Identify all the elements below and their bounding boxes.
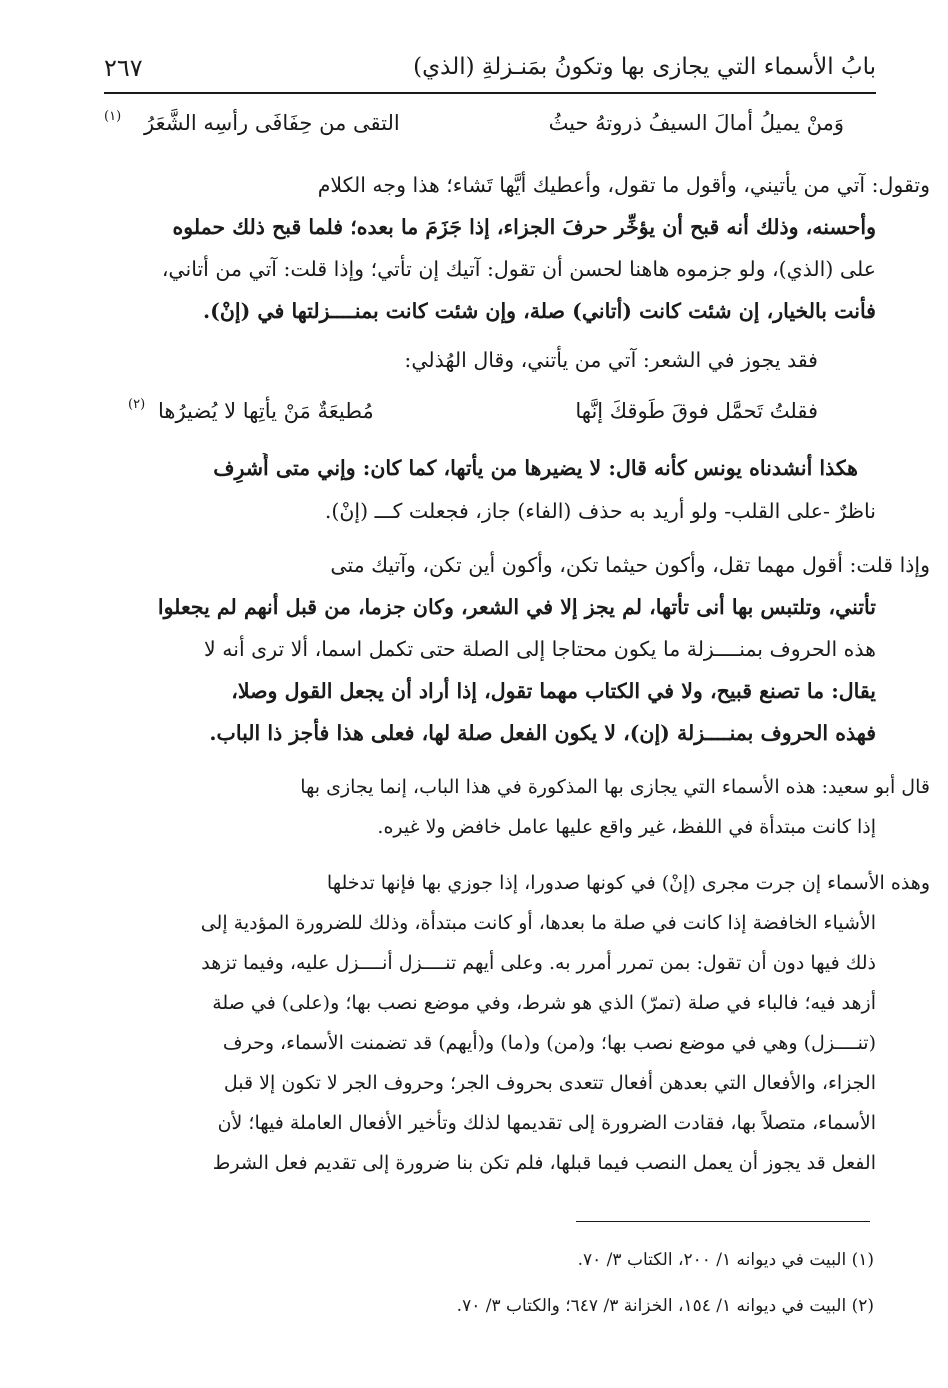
footnote-ref-2: (٢) [128, 397, 146, 412]
running-title: بابُ الأسماء التي يجازى بها وتكونُ بمَنـزلةِ (الذي) [413, 54, 876, 80]
para-1-line-4: فأنت بالخيار، إن شئت كانت (أتاني) صلة، وإن شئت كانت بمنــــزلتها في (إنْ). [203, 299, 876, 323]
para-6-line-3: ذلك فيها دون أن تقول: بمن تمرر أمرر به. وعلى أيهم تنــــزل أنــــزل عليه، وفيما تزهد [201, 952, 876, 974]
para-6-line-2: الأشياء الخافضة إذا كانت في صلة ما بعدها، أو كانت مبتدأة، وذلك للضرورة المؤدية إلى [200, 912, 876, 934]
footnote-1: (١) البيت في ديوانه ١/ ٢٠٠، الكتاب ٣/ ٧٠. [577, 1250, 874, 1270]
para-3-line-1: هكذا أنشدناه يونس كأنه قال: لا يضيرها من يأتها، كما كان: وإني متى أُشرِف [213, 456, 858, 480]
para-5-line-1: قال أبو سعيد: هذه الأسماء التي يجازى بها المذكورة في هذا الباب، إنما يجازى بها [300, 776, 930, 798]
para-6-line-8: الفعل قد يجوز أن يعمل النصب فيما قبلها، فلم تكن بنا ضرورة إلى تقديم فعل الشرط [212, 1152, 876, 1174]
footnote-divider [576, 1221, 870, 1222]
para-4-line-1: وإذا قلت: أقول مهما تقل، وأكون حيثما تكن، وأكون أين تكن، وآتيك متى [330, 553, 930, 577]
verse-1-second-half: التقى من حِفَافَى رأسِه الشَّعَرُ [144, 111, 400, 135]
para-1-line-2: وأحسنه، وذلك أنه قبح أن يؤخِّر حرفَ الجزاء، إذا جَزَمَ ما بعده؛ فلما قبح ذلك حملوه [172, 215, 876, 239]
para-6-line-5: (تنــــزل) وهي في موضع نصب بها؛ و(من) و(ما) و(أيهم) قد تضمنت الأسماء، وحرف [222, 1032, 876, 1054]
para-4-line-5: فهذه الحروف بمنــــزلة (إن)، لا يكون الفعل صلة لها، فعلى هذا فأجز ذا الباب. [209, 721, 876, 745]
para-2: فقد يجوز في الشعر: آتي من يأتني، وقال الهُذلي: [404, 348, 818, 372]
para-6-line-6: الجزاء، والأفعال التي بعدهن أفعال تتعدى بحروف الجر؛ وحروف الجر لا تكون إلا قبل [223, 1072, 876, 1094]
para-4-line-4: يقال: ما تصنع قبيح، ولا في الكتاب مهما تقول، إذا أراد أن يجعل القول وصلا، [231, 679, 876, 703]
para-4-line-2: تأتني، وتلتبس بها أنى تأتها، لم يجز إلا في الشعر، وكان جزما، من قبل أنهم لم يجعلوا [157, 595, 876, 619]
verse-2-second-half: مُطيعَةٌ مَنْ يأتِها لا يُضيرُها [158, 399, 374, 423]
footnote-ref-1: (١) [104, 109, 122, 124]
para-6-line-4: أزهد فيه؛ فالباء في صلة (تمرّ) الذي هو شرط، وفي موضع نصب بها؛ و(على) في صلة [212, 992, 876, 1014]
para-3-line-2: ناظرٌ -على القلب- ولو أريد به حذف (الفاء) جاز، فجعلت كـــ (إنْ). [324, 499, 876, 523]
para-1-line-3: على (الذي)، ولو جزموه هاهنا لحسن أن تقول: آتيك إن تأتي؛ وإذا قلت: آتي من أتاني، [161, 257, 876, 281]
footnote-2: (٢) البيت في ديوانه ١/ ١٥٤، الخزانة ٣/ ٦٤٧؛ والكتاب ٣/ ٧٠. [456, 1296, 874, 1316]
verse-1-first-half: وَمنْ يميلُ أمالَ السيفُ ذروتهُ حيثُ [548, 111, 844, 135]
para-5-line-2: إذا كانت مبتدأة في اللفظ، غير واقع عليها عامل خافض ولا غيره. [377, 816, 876, 838]
para-4-line-3: هذه الحروف بمنــــزلة ما يكون محتاجا إلى الصلة حتى تكمل اسما، ألا ترى أنه لا [204, 637, 876, 661]
verse-1 [104, 108, 844, 138]
para-1-line-1: وتقول: آتي من يأتيني، وأقول ما تقول، وأعطيك أيَّها تَشاء؛ هذا وجه الكلام [317, 173, 930, 197]
page-header [104, 48, 876, 94]
para-6-line-7: الأسماء، متصلاً بها، فقادت الضرورة إلى تقديمها لذلك وتأخير الأفعال العاملة فيها؛ لأن [217, 1112, 876, 1134]
verse-2-first-half: فقلتُ تَحمَّل فوقَ طَوقكَ إنَّها [575, 399, 818, 423]
para-6-line-1: وهذه الأسماء إن جرت مجرى (إنْ) في كونها صدورا، إذا جوزي بها فإنها تدخلها [326, 872, 930, 894]
verse-2 [128, 396, 818, 426]
page-number: ٢٦٧ [104, 54, 143, 82]
